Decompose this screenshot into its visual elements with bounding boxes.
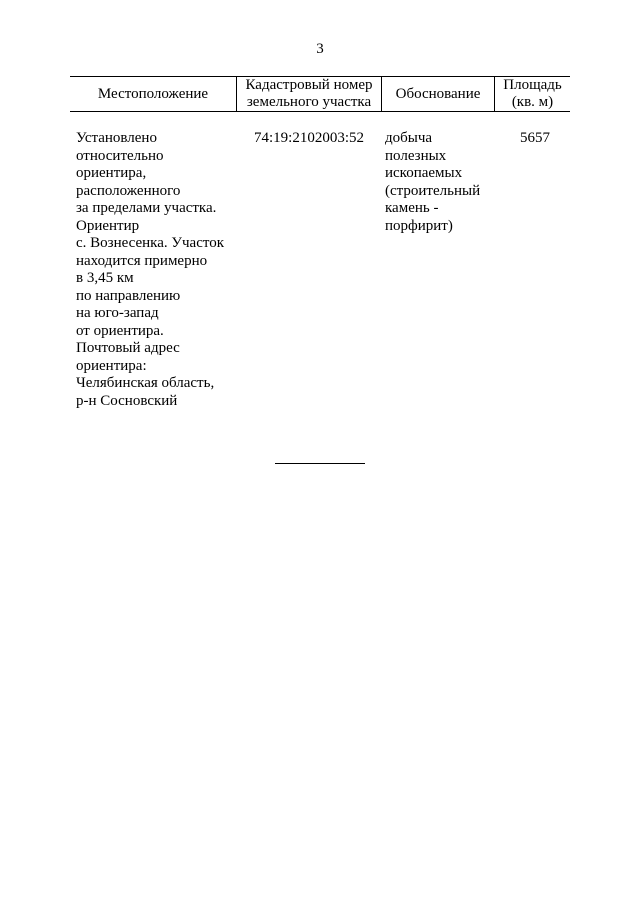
page-number: 3 — [316, 41, 324, 57]
cell-area: 5657 — [520, 130, 550, 146]
table-header-bottom-rule — [70, 111, 570, 112]
header-basis: Обоснование — [395, 85, 481, 102]
end-of-document-rule — [275, 463, 365, 464]
header-area: Площадь (кв. м) — [503, 77, 562, 110]
cell-location: Установлено относительно ориентира, расположенного за пределами участка. Ориентир с. Вознесенка. Участок находится примерно в 3,45 км по направлению на юго-запад от ориентира. Почтовый адрес ориентира: Челябинская область, р-н Сосновский — [76, 130, 225, 409]
header-location: Местоположение — [97, 85, 209, 102]
cell-basis: добыча полезных ископаемых (строительный камень - порфирит) — [385, 130, 481, 234]
header-cadastral-number: Кадастровый номер земельного участка — [245, 77, 373, 110]
cell-cadastral-number: 74:19:2102003:52 — [253, 130, 364, 146]
